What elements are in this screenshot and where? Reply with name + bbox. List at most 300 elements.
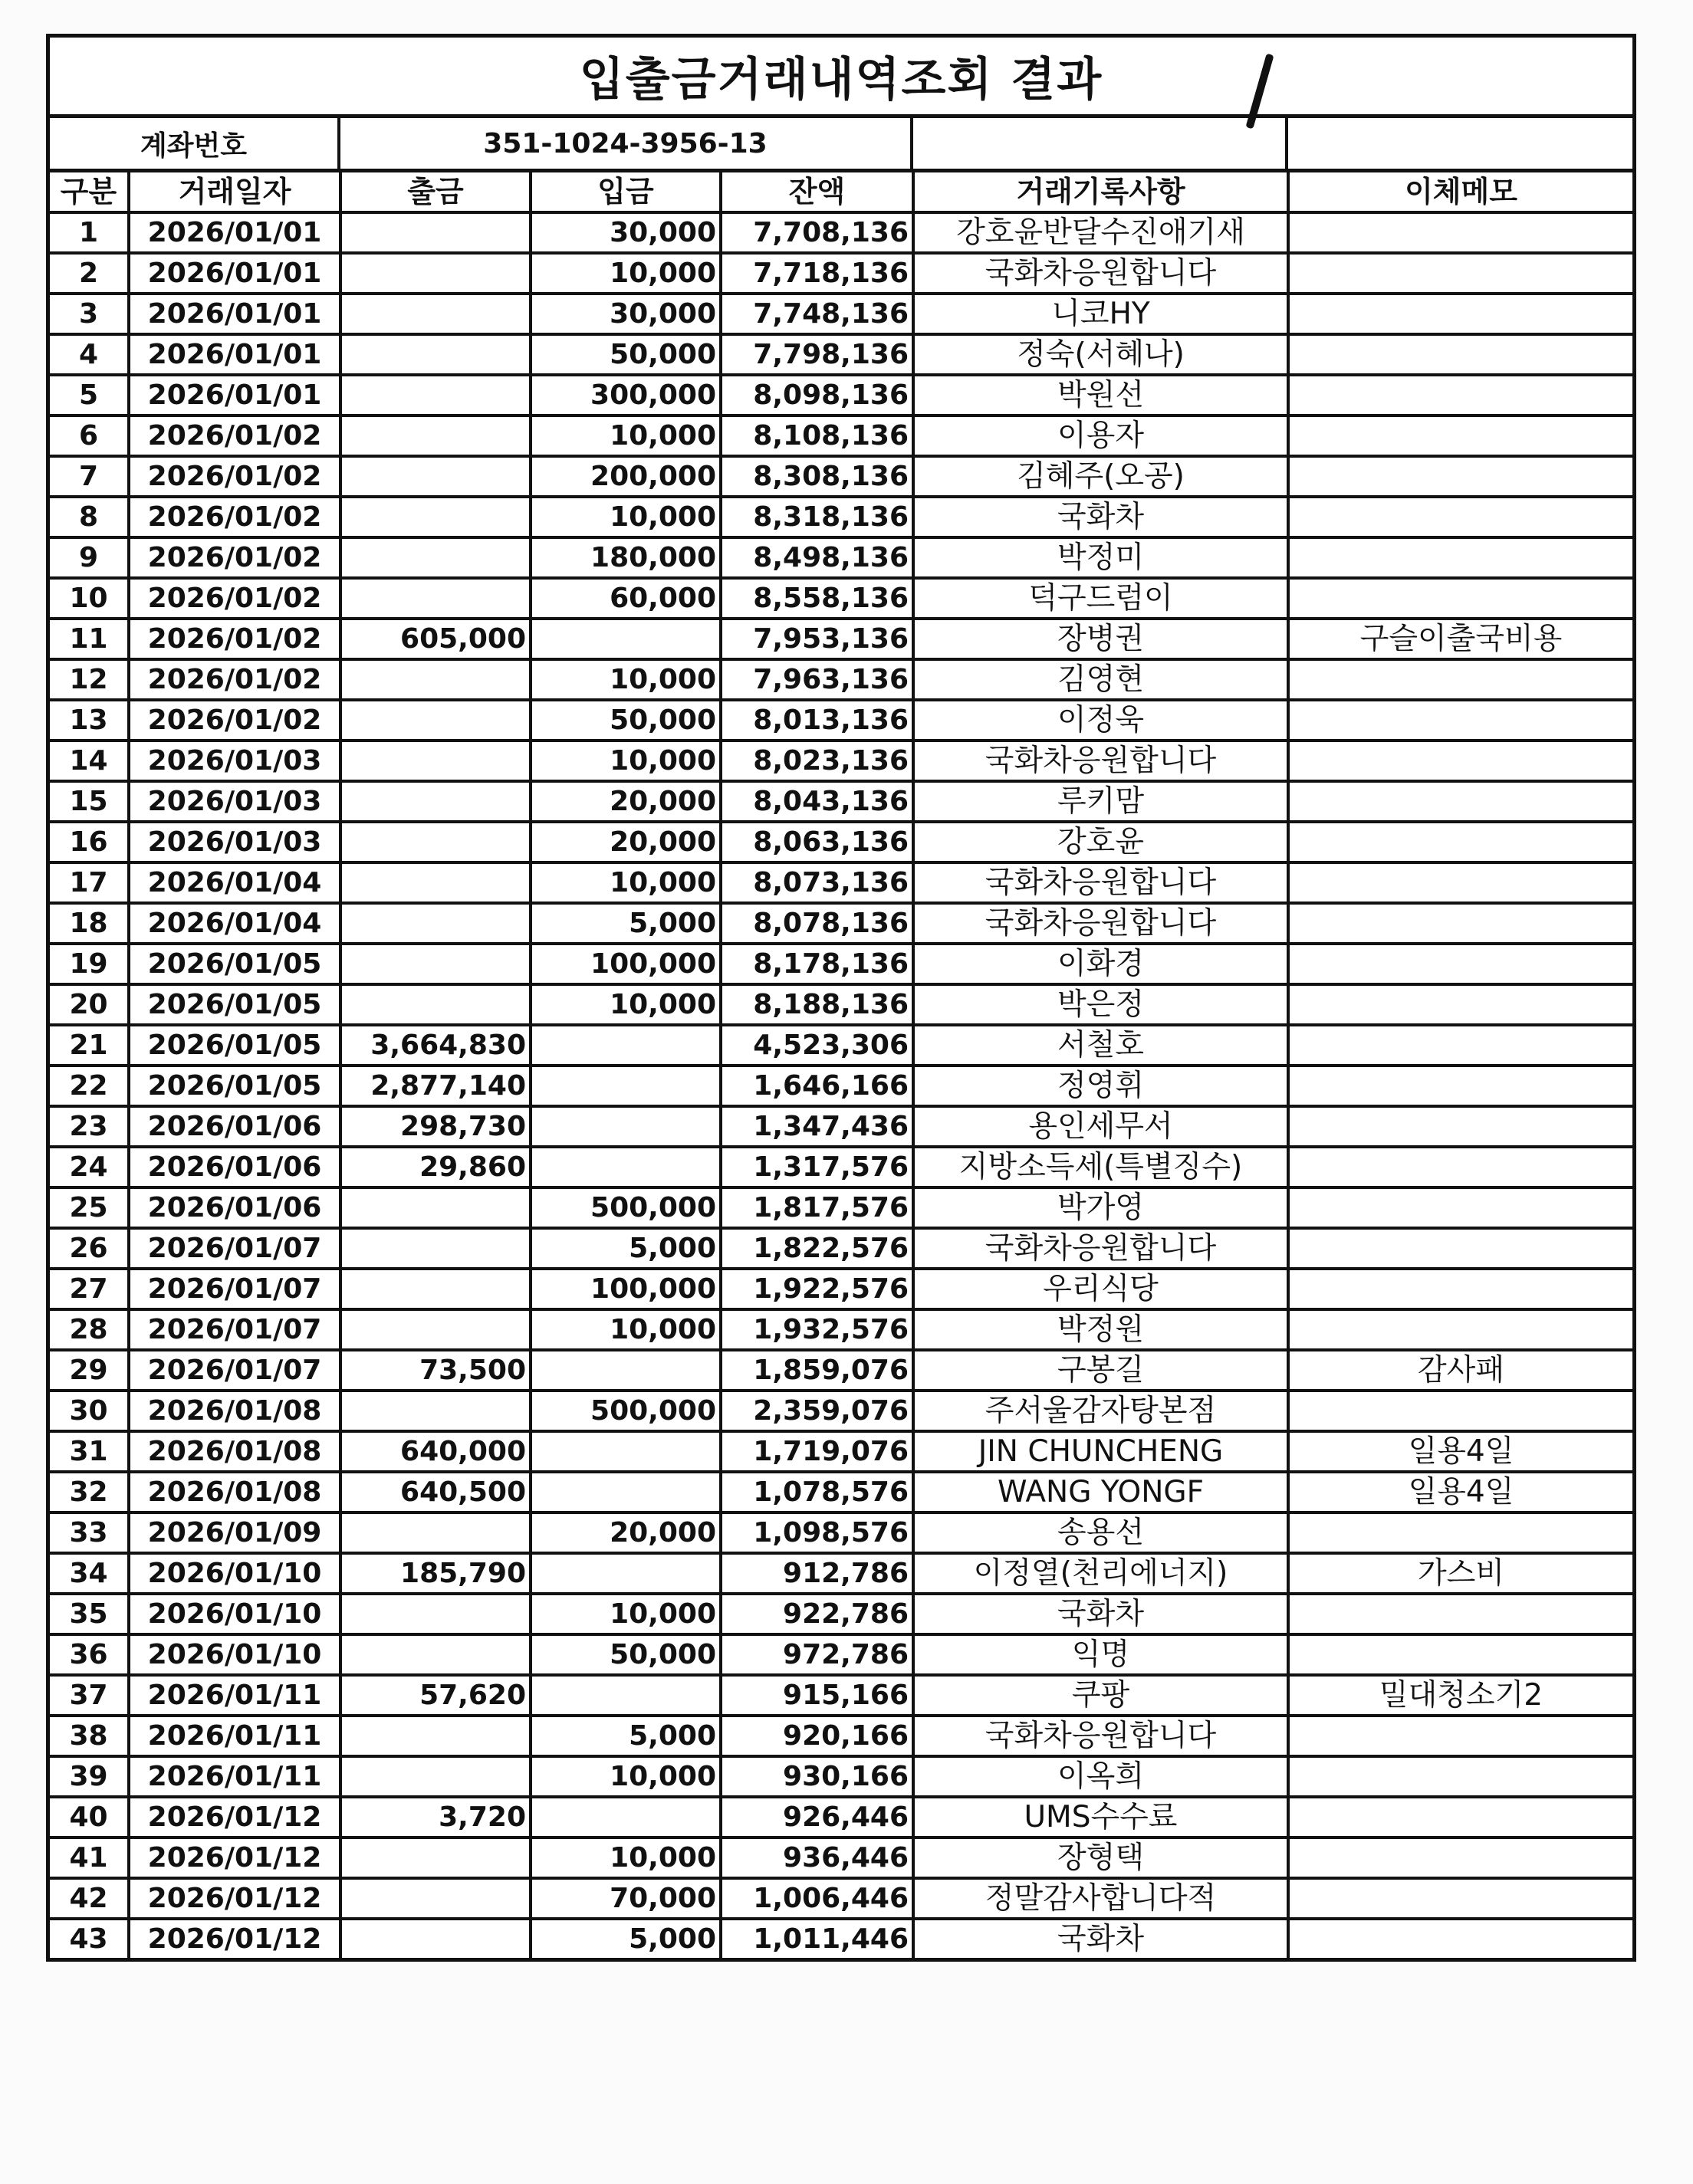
cell-deposit: 5,000 xyxy=(531,903,721,944)
cell-withdraw xyxy=(340,578,531,619)
cell-memo xyxy=(1288,822,1632,862)
table-row xyxy=(50,1147,1632,1187)
cell-no: 35 xyxy=(50,1594,129,1634)
table-row xyxy=(50,1066,1632,1106)
cell-withdraw xyxy=(340,903,531,944)
cell-date: 2026/01/02 xyxy=(129,456,340,497)
cell-description: 구봉길 xyxy=(913,1350,1288,1391)
cell-no: 11 xyxy=(50,619,129,659)
cell-date: 2026/01/01 xyxy=(129,375,340,415)
cell-description: 강호윤반달수진애기새 xyxy=(913,212,1288,253)
cell-memo xyxy=(1288,1025,1632,1066)
cell-balance: 8,043,136 xyxy=(721,781,913,822)
table-row xyxy=(50,212,1632,253)
cell-balance: 915,166 xyxy=(721,1675,913,1716)
cell-deposit: 30,000 xyxy=(531,212,721,253)
cell-balance: 7,748,136 xyxy=(721,294,913,334)
table-row xyxy=(50,456,1632,497)
cell-deposit xyxy=(531,1553,721,1594)
cell-deposit: 50,000 xyxy=(531,334,721,375)
cell-memo: 일용4일 xyxy=(1288,1472,1632,1512)
cell-date: 2026/01/07 xyxy=(129,1309,340,1350)
cell-date: 2026/01/02 xyxy=(129,659,340,700)
cell-withdraw xyxy=(340,781,531,822)
table-row xyxy=(50,1228,1632,1269)
cell-deposit: 10,000 xyxy=(531,984,721,1025)
cell-no: 20 xyxy=(50,984,129,1025)
cell-memo xyxy=(1288,294,1632,334)
cell-description: 주서울감자탕본점 xyxy=(913,1391,1288,1431)
cell-memo xyxy=(1288,334,1632,375)
cell-no: 43 xyxy=(50,1919,129,1958)
cell-memo xyxy=(1288,700,1632,741)
cell-description: UMS수수료 xyxy=(913,1797,1288,1838)
cell-withdraw: 185,790 xyxy=(340,1553,531,1594)
cell-memo xyxy=(1288,781,1632,822)
table-row xyxy=(50,1634,1632,1675)
table-row xyxy=(50,1472,1632,1512)
cell-memo xyxy=(1288,415,1632,456)
table-row xyxy=(50,903,1632,944)
cell-no: 30 xyxy=(50,1391,129,1431)
cell-description: 서철호 xyxy=(913,1025,1288,1066)
cell-description: 국화차 xyxy=(913,1919,1288,1958)
cell-description: 덕구드럼이 xyxy=(913,578,1288,619)
cell-withdraw: 2,877,140 xyxy=(340,1066,531,1106)
cell-balance: 8,063,136 xyxy=(721,822,913,862)
cell-memo xyxy=(1288,1391,1632,1431)
cell-description: 국화차응원합니다 xyxy=(913,1716,1288,1756)
account-row xyxy=(50,118,1632,172)
cell-deposit: 50,000 xyxy=(531,1634,721,1675)
col-header-no: 구분 xyxy=(50,172,129,212)
cell-withdraw xyxy=(340,984,531,1025)
cell-memo: 구슬이출국비용 xyxy=(1288,619,1632,659)
cell-date: 2026/01/01 xyxy=(129,253,340,294)
table-row xyxy=(50,1756,1632,1797)
cell-description: 루키맘 xyxy=(913,781,1288,822)
cell-withdraw xyxy=(340,1391,531,1431)
cell-balance: 1,922,576 xyxy=(721,1269,913,1309)
cell-deposit: 10,000 xyxy=(531,1594,721,1634)
cell-no: 34 xyxy=(50,1553,129,1594)
cell-withdraw xyxy=(340,334,531,375)
cell-withdraw: 73,500 xyxy=(340,1350,531,1391)
cell-description: 박가영 xyxy=(913,1187,1288,1228)
cell-no: 18 xyxy=(50,903,129,944)
cell-description: 지방소득세(특별징수) xyxy=(913,1147,1288,1187)
cell-deposit: 50,000 xyxy=(531,700,721,741)
cell-deposit: 20,000 xyxy=(531,1512,721,1553)
account-number: 351-1024-3956-13 xyxy=(340,118,913,169)
cell-no: 32 xyxy=(50,1472,129,1512)
cell-no: 37 xyxy=(50,1675,129,1716)
cell-date: 2026/01/01 xyxy=(129,294,340,334)
cell-deposit: 5,000 xyxy=(531,1919,721,1958)
transaction-sheet xyxy=(46,34,1636,1962)
cell-balance: 1,817,576 xyxy=(721,1187,913,1228)
cell-balance: 7,708,136 xyxy=(721,212,913,253)
cell-date: 2026/01/06 xyxy=(129,1187,340,1228)
cell-withdraw xyxy=(340,375,531,415)
cell-withdraw: 640,000 xyxy=(340,1431,531,1472)
cell-memo: 가스비 xyxy=(1288,1553,1632,1594)
cell-balance: 8,108,136 xyxy=(721,415,913,456)
table-row xyxy=(50,822,1632,862)
cell-date: 2026/01/11 xyxy=(129,1675,340,1716)
cell-date: 2026/01/06 xyxy=(129,1106,340,1147)
cell-withdraw xyxy=(340,1634,531,1675)
table-row xyxy=(50,1350,1632,1391)
cell-memo xyxy=(1288,1512,1632,1553)
sheet-title-bar xyxy=(50,38,1632,118)
table-row xyxy=(50,497,1632,537)
cell-date: 2026/01/05 xyxy=(129,1066,340,1106)
cell-description: 이화경 xyxy=(913,944,1288,984)
cell-description: 정말감사합니다적 xyxy=(913,1878,1288,1919)
cell-balance: 1,006,446 xyxy=(721,1878,913,1919)
cell-balance: 930,166 xyxy=(721,1756,913,1797)
cell-balance: 8,073,136 xyxy=(721,862,913,903)
cell-date: 2026/01/03 xyxy=(129,781,340,822)
cell-deposit: 500,000 xyxy=(531,1391,721,1431)
cell-balance: 1,347,436 xyxy=(721,1106,913,1147)
cell-memo xyxy=(1288,944,1632,984)
cell-memo xyxy=(1288,1269,1632,1309)
table-row xyxy=(50,700,1632,741)
cell-no: 14 xyxy=(50,741,129,781)
table-row xyxy=(50,334,1632,375)
cell-memo xyxy=(1288,537,1632,578)
cell-withdraw xyxy=(340,537,531,578)
header-row xyxy=(50,172,1632,212)
cell-balance: 8,178,136 xyxy=(721,944,913,984)
cell-withdraw xyxy=(340,253,531,294)
cell-description: 용인세무서 xyxy=(913,1106,1288,1147)
cell-deposit xyxy=(531,1472,721,1512)
table-row xyxy=(50,1309,1632,1350)
table-row xyxy=(50,619,1632,659)
cell-deposit: 10,000 xyxy=(531,1838,721,1878)
cell-no: 16 xyxy=(50,822,129,862)
cell-no: 2 xyxy=(50,253,129,294)
cell-deposit xyxy=(531,1350,721,1391)
cell-description: 국화차응원합니다 xyxy=(913,903,1288,944)
cell-balance: 1,822,576 xyxy=(721,1228,913,1269)
cell-no: 7 xyxy=(50,456,129,497)
cell-balance: 936,446 xyxy=(721,1838,913,1878)
cell-description: WANG YONGF xyxy=(913,1472,1288,1512)
cell-withdraw: 57,620 xyxy=(340,1675,531,1716)
table-row xyxy=(50,578,1632,619)
table-row xyxy=(50,1838,1632,1878)
cell-memo xyxy=(1288,253,1632,294)
cell-memo xyxy=(1288,1797,1632,1838)
cell-balance: 8,188,136 xyxy=(721,984,913,1025)
cell-memo xyxy=(1288,456,1632,497)
table-row xyxy=(50,1675,1632,1716)
cell-withdraw xyxy=(340,1716,531,1756)
cell-balance: 7,718,136 xyxy=(721,253,913,294)
cell-description: 쿠팡 xyxy=(913,1675,1288,1716)
cell-withdraw xyxy=(340,212,531,253)
cell-no: 3 xyxy=(50,294,129,334)
account-blank-1 xyxy=(913,118,1288,169)
cell-memo xyxy=(1288,1309,1632,1350)
cell-deposit: 10,000 xyxy=(531,741,721,781)
cell-date: 2026/01/01 xyxy=(129,334,340,375)
cell-description: 니코HY xyxy=(913,294,1288,334)
cell-description: 국화차응원합니다 xyxy=(913,253,1288,294)
cell-description: 이정열(천리에너지) xyxy=(913,1553,1288,1594)
cell-memo xyxy=(1288,862,1632,903)
cell-balance: 912,786 xyxy=(721,1553,913,1594)
cell-memo xyxy=(1288,1838,1632,1878)
cell-deposit xyxy=(531,1797,721,1838)
cell-balance: 4,523,306 xyxy=(721,1025,913,1066)
cell-memo xyxy=(1288,741,1632,781)
cell-no: 24 xyxy=(50,1147,129,1187)
cell-no: 19 xyxy=(50,944,129,984)
cell-balance: 922,786 xyxy=(721,1594,913,1634)
cell-description: 국화차응원합니다 xyxy=(913,862,1288,903)
cell-deposit: 10,000 xyxy=(531,415,721,456)
cell-balance: 926,446 xyxy=(721,1797,913,1838)
cell-no: 6 xyxy=(50,415,129,456)
cell-deposit xyxy=(531,1066,721,1106)
cell-withdraw xyxy=(340,862,531,903)
cell-balance: 1,719,076 xyxy=(721,1431,913,1472)
cell-description: 장형택 xyxy=(913,1838,1288,1878)
cell-memo xyxy=(1288,578,1632,619)
cell-balance: 2,359,076 xyxy=(721,1391,913,1431)
cell-no: 13 xyxy=(50,700,129,741)
table-row xyxy=(50,1106,1632,1147)
cell-memo xyxy=(1288,1919,1632,1958)
cell-deposit: 70,000 xyxy=(531,1878,721,1919)
cell-withdraw xyxy=(340,741,531,781)
cell-no: 26 xyxy=(50,1228,129,1269)
cell-deposit: 10,000 xyxy=(531,862,721,903)
cell-withdraw: 29,860 xyxy=(340,1147,531,1187)
table-row xyxy=(50,1431,1632,1472)
cell-withdraw xyxy=(340,944,531,984)
cell-deposit: 10,000 xyxy=(531,1756,721,1797)
cell-withdraw: 640,500 xyxy=(340,1472,531,1512)
cell-balance: 8,318,136 xyxy=(721,497,913,537)
table-row xyxy=(50,741,1632,781)
cell-balance: 1,317,576 xyxy=(721,1147,913,1187)
cell-no: 1 xyxy=(50,212,129,253)
cell-balance: 1,098,576 xyxy=(721,1512,913,1553)
cell-date: 2026/01/12 xyxy=(129,1838,340,1878)
cell-date: 2026/01/08 xyxy=(129,1472,340,1512)
cell-date: 2026/01/08 xyxy=(129,1391,340,1431)
cell-memo xyxy=(1288,497,1632,537)
cell-description: 장병권 xyxy=(913,619,1288,659)
table-row xyxy=(50,537,1632,578)
cell-balance: 8,558,136 xyxy=(721,578,913,619)
cell-withdraw xyxy=(340,1919,531,1958)
cell-balance: 8,078,136 xyxy=(721,903,913,944)
cell-deposit: 100,000 xyxy=(531,944,721,984)
cell-withdraw xyxy=(340,1594,531,1634)
table-row xyxy=(50,415,1632,456)
cell-description: 국화차응원합니다 xyxy=(913,1228,1288,1269)
cell-memo xyxy=(1288,1066,1632,1106)
cell-description: 박은정 xyxy=(913,984,1288,1025)
cell-withdraw xyxy=(340,1269,531,1309)
cell-description: 국화차응원합니다 xyxy=(913,741,1288,781)
cell-deposit xyxy=(531,1106,721,1147)
cell-date: 2026/01/09 xyxy=(129,1512,340,1553)
table-row xyxy=(50,1391,1632,1431)
cell-description: 박원선 xyxy=(913,375,1288,415)
cell-withdraw xyxy=(340,822,531,862)
cell-memo xyxy=(1288,1634,1632,1675)
cell-no: 28 xyxy=(50,1309,129,1350)
cell-memo: 감사패 xyxy=(1288,1350,1632,1391)
cell-no: 15 xyxy=(50,781,129,822)
cell-balance: 1,859,076 xyxy=(721,1350,913,1391)
cell-withdraw xyxy=(340,1838,531,1878)
cell-balance: 7,798,136 xyxy=(721,334,913,375)
cell-withdraw: 3,720 xyxy=(340,1797,531,1838)
table-row xyxy=(50,1025,1632,1066)
cell-date: 2026/01/07 xyxy=(129,1228,340,1269)
cell-date: 2026/01/11 xyxy=(129,1756,340,1797)
cell-description: 박정미 xyxy=(913,537,1288,578)
cell-date: 2026/01/02 xyxy=(129,578,340,619)
col-header-balance: 잔액 xyxy=(721,172,913,212)
cell-deposit: 30,000 xyxy=(531,294,721,334)
cell-withdraw xyxy=(340,1309,531,1350)
cell-balance: 972,786 xyxy=(721,1634,913,1675)
cell-date: 2026/01/03 xyxy=(129,741,340,781)
cell-balance: 7,953,136 xyxy=(721,619,913,659)
cell-memo xyxy=(1288,1716,1632,1756)
cell-balance: 7,963,136 xyxy=(721,659,913,700)
cell-date: 2026/01/11 xyxy=(129,1716,340,1756)
table-row xyxy=(50,1512,1632,1553)
cell-no: 9 xyxy=(50,537,129,578)
cell-no: 38 xyxy=(50,1716,129,1756)
table-row xyxy=(50,1919,1632,1958)
cell-description: 김혜주(오공) xyxy=(913,456,1288,497)
table-row xyxy=(50,862,1632,903)
cell-balance: 1,011,446 xyxy=(721,1919,913,1958)
cell-no: 21 xyxy=(50,1025,129,1066)
cell-description: 이정욱 xyxy=(913,700,1288,741)
cell-deposit: 10,000 xyxy=(531,497,721,537)
cell-description: 이용자 xyxy=(913,415,1288,456)
table-row xyxy=(50,984,1632,1025)
cell-balance: 8,098,136 xyxy=(721,375,913,415)
cell-no: 4 xyxy=(50,334,129,375)
cell-date: 2026/01/04 xyxy=(129,903,340,944)
transaction-table xyxy=(50,172,1632,1958)
cell-withdraw xyxy=(340,1512,531,1553)
cell-balance: 8,308,136 xyxy=(721,456,913,497)
cell-deposit: 5,000 xyxy=(531,1716,721,1756)
cell-memo xyxy=(1288,1147,1632,1187)
cell-memo xyxy=(1288,1594,1632,1634)
account-label: 계좌번호 xyxy=(50,118,340,169)
cell-date: 2026/01/05 xyxy=(129,984,340,1025)
cell-memo: 일용4일 xyxy=(1288,1431,1632,1472)
cell-date: 2026/01/03 xyxy=(129,822,340,862)
cell-deposit xyxy=(531,619,721,659)
cell-description: 정영휘 xyxy=(913,1066,1288,1106)
cell-date: 2026/01/05 xyxy=(129,1025,340,1066)
cell-memo xyxy=(1288,212,1632,253)
cell-date: 2026/01/12 xyxy=(129,1797,340,1838)
account-blank-2 xyxy=(1288,118,1632,169)
cell-balance: 920,166 xyxy=(721,1716,913,1756)
cell-memo xyxy=(1288,903,1632,944)
cell-description: 국화차 xyxy=(913,497,1288,537)
cell-description: 익명 xyxy=(913,1634,1288,1675)
cell-date: 2026/01/04 xyxy=(129,862,340,903)
cell-date: 2026/01/10 xyxy=(129,1594,340,1634)
cell-date: 2026/01/07 xyxy=(129,1269,340,1309)
cell-memo: 밀대청소기2 xyxy=(1288,1675,1632,1716)
cell-no: 23 xyxy=(50,1106,129,1147)
cell-no: 40 xyxy=(50,1797,129,1838)
cell-balance: 1,646,166 xyxy=(721,1066,913,1106)
cell-description: JIN CHUNCHENG xyxy=(913,1431,1288,1472)
cell-description: 박정원 xyxy=(913,1309,1288,1350)
cell-date: 2026/01/02 xyxy=(129,537,340,578)
cell-date: 2026/01/12 xyxy=(129,1878,340,1919)
cell-no: 29 xyxy=(50,1350,129,1391)
cell-balance: 8,498,136 xyxy=(721,537,913,578)
col-header-description: 거래기록사항 xyxy=(913,172,1288,212)
table-row xyxy=(50,1716,1632,1756)
cell-withdraw xyxy=(340,415,531,456)
cell-deposit xyxy=(531,1147,721,1187)
table-row xyxy=(50,1187,1632,1228)
table-row xyxy=(50,1878,1632,1919)
cell-no: 25 xyxy=(50,1187,129,1228)
cell-no: 17 xyxy=(50,862,129,903)
cell-date: 2026/01/01 xyxy=(129,212,340,253)
cell-withdraw xyxy=(340,456,531,497)
cell-description: 우리식당 xyxy=(913,1269,1288,1309)
cell-date: 2026/01/06 xyxy=(129,1147,340,1187)
cell-no: 22 xyxy=(50,1066,129,1106)
col-header-date: 거래일자 xyxy=(129,172,340,212)
cell-deposit: 10,000 xyxy=(531,659,721,700)
cell-date: 2026/01/02 xyxy=(129,619,340,659)
cell-memo xyxy=(1288,984,1632,1025)
cell-memo xyxy=(1288,1756,1632,1797)
table-row xyxy=(50,659,1632,700)
cell-date: 2026/01/08 xyxy=(129,1431,340,1472)
table-row xyxy=(50,1594,1632,1634)
cell-description: 이옥희 xyxy=(913,1756,1288,1797)
cell-no: 10 xyxy=(50,578,129,619)
cell-description: 김영현 xyxy=(913,659,1288,700)
cell-withdraw xyxy=(340,1187,531,1228)
cell-memo xyxy=(1288,1106,1632,1147)
cell-memo xyxy=(1288,1878,1632,1919)
cell-balance: 1,932,576 xyxy=(721,1309,913,1350)
table-row xyxy=(50,253,1632,294)
cell-memo xyxy=(1288,1187,1632,1228)
cell-date: 2026/01/02 xyxy=(129,700,340,741)
table-row xyxy=(50,1797,1632,1838)
